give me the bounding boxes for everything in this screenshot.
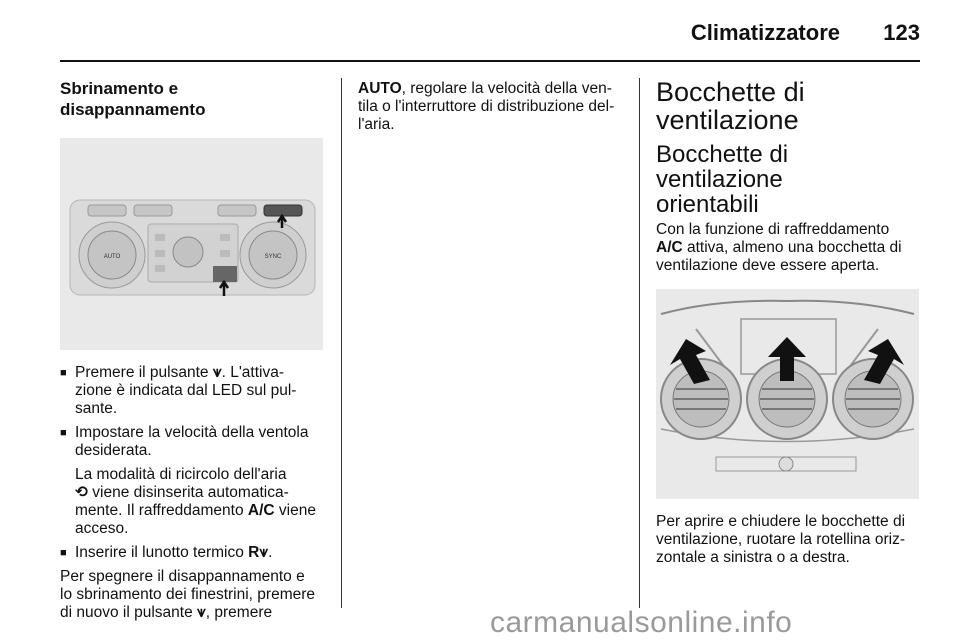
text-run: mente. Il raffreddamento [75,502,248,519]
page-header-title: Climatizzatore [690,20,840,45]
text-run: Inserire il lunotto termico [75,544,249,561]
text-run: acceso. [75,520,129,537]
section-heading [60,78,325,120]
text-run: di nuovo il pulsante [60,604,198,621]
column-divider [639,78,640,608]
text-run: desiderata. [75,442,152,459]
watermark: carmanualsonline.info [490,606,793,639]
text-run: Impostare la velocità della ventola [75,424,309,441]
climate-panel-figure [60,138,323,350]
ac-label: A/C [656,239,683,256]
text-run: viene [274,502,316,519]
note-paragraph [60,466,325,538]
middle-column [358,80,623,134]
paragraph [358,80,623,134]
text-run: , regolare la velocità della ven- [401,80,612,97]
text-run: zione è indicata dal LED sul pul- [75,382,297,399]
heading-line: Bocchette di [656,77,805,107]
paragraph [60,568,325,622]
text-run: La modalità di ricircolo dell'aria [75,466,287,483]
text-run: . L'attiva- [221,364,284,381]
header-rule [60,60,920,62]
auto-knob-label: AUTO [103,254,121,260]
list-item: ■ Premere il pulsante ⩛. L'attiva- zione è indicata dal LED sul pul- sante. [60,364,297,417]
text-run: ventilazione deve essere aperta. [656,257,880,274]
air-vents-figure [656,289,919,499]
text-run: l'aria. [358,116,395,133]
column-divider [341,78,342,608]
left-column [60,78,325,622]
text-run: viene disinserita automatica- [88,484,289,501]
subsection-title [656,142,921,217]
windshield-defrost-icon: ⩛ [212,364,222,381]
text-run: lo sbrinamento dei finestrini, premere [60,586,316,603]
paragraph [656,221,921,275]
heading-line: Bocchette di ventilazione [656,141,789,193]
heading-line: disappannamento [60,100,206,119]
heading-line: orientabili [656,191,759,218]
text-run: Per aprire e chiudere le bocchette di [656,513,906,530]
right-column [656,78,921,567]
sync-knob-label: SYNC [264,254,282,260]
heading-line: Sbrinamento e [60,79,179,98]
text-run: ventilazione, ruotare la rotellina oriz- [656,531,905,548]
text-run: tila o l'interruttore di distribuzione del- [358,98,615,115]
rear-window-heating-icon: R⩛ [248,544,269,561]
text-run: sante. [75,400,118,417]
list-item: ■ Inserire il lunotto termico R⩛. [60,544,273,561]
list-item: ■ Impostare la velocità della ventola desiderata. [60,424,309,459]
windshield-defrost-icon: ⩛ [197,604,206,621]
paragraph [656,513,921,567]
auto-label: AUTO [358,80,402,97]
text-run: Per spegnere il disappannamento e [60,568,305,585]
air-vents-illustration [656,289,919,499]
text-run: attiva, almeno una bocchetta di [682,239,902,256]
text-run: , premere [205,604,273,621]
climate-panel-illustration [60,138,323,350]
text-run: Premere il pulsante [75,364,213,381]
heading-line: ventilazione [656,105,799,135]
air-recirculation-icon: ⟲ [75,484,88,501]
text-run: Con la funzione di raffreddamento [656,221,890,238]
ac-label: A/C [247,502,275,519]
page-number: 123 [883,20,920,45]
text-run: zontale a sinistra o a destra. [656,549,850,566]
text-run: . [268,544,273,561]
section-title [656,78,921,134]
